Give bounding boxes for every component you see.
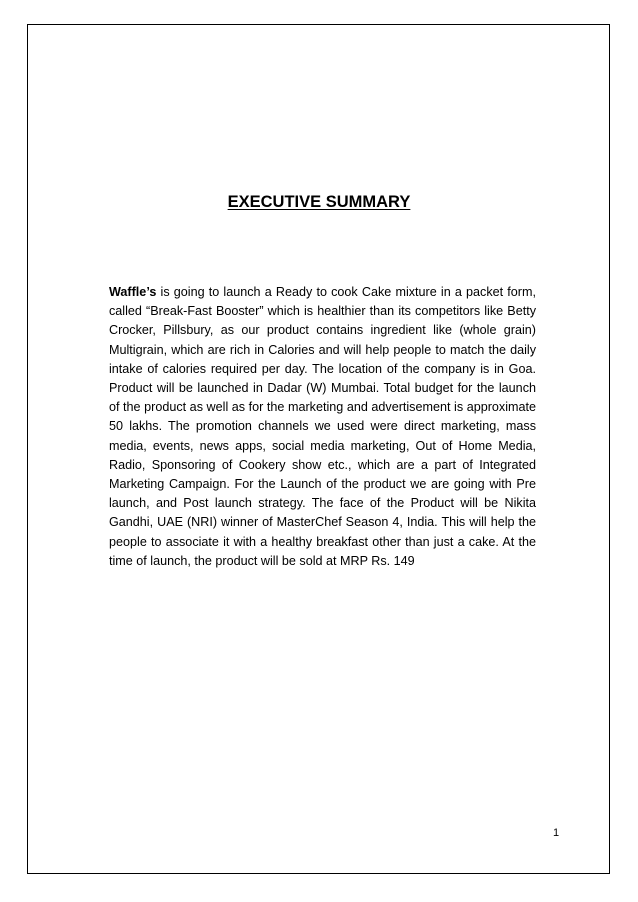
page-number: 1 — [553, 827, 560, 839]
company-name: Waffle’s — [109, 285, 157, 299]
summary-paragraph — [109, 283, 536, 571]
page-title-text: EXECUTIVE SUMMARY — [227, 193, 411, 211]
summary-text: is going to launch a Ready to cook Cake mixture in a packet form, called “Break-Fast Booster” which is healthier than its competitors like Betty Crocker, Pillsbury, as our product contains ingredient like (whole grain) Multigrain, which are rich in Calories and will help people to match the daily intake of calories required per day. The location of the company is in Goa. Product will be launched in Dadar (W) Mumbai. Total budget for the launch of the product as well as for the marketing and advertisement is approximate 50 lakhs. The promotion channels we used were direct marketing, mass media, events, news apps, social media marketing, Out of Home Media, Radio, Sponsoring of Cookery show etc., which are a part of Integrated Marketing Campaign. For the Launch of the product we are going with Pre launch, and Post launch strategy. The face of the Product will be Nikita Gandhi, UAE (NRI) winner of MasterChef Season 4, India. This will help the people to associate it with a healthy breakfast other than just a cake. At the time of launch, the product will be sold at MRP Rs. 149 — [109, 285, 536, 568]
page-title — [0, 192, 638, 212]
